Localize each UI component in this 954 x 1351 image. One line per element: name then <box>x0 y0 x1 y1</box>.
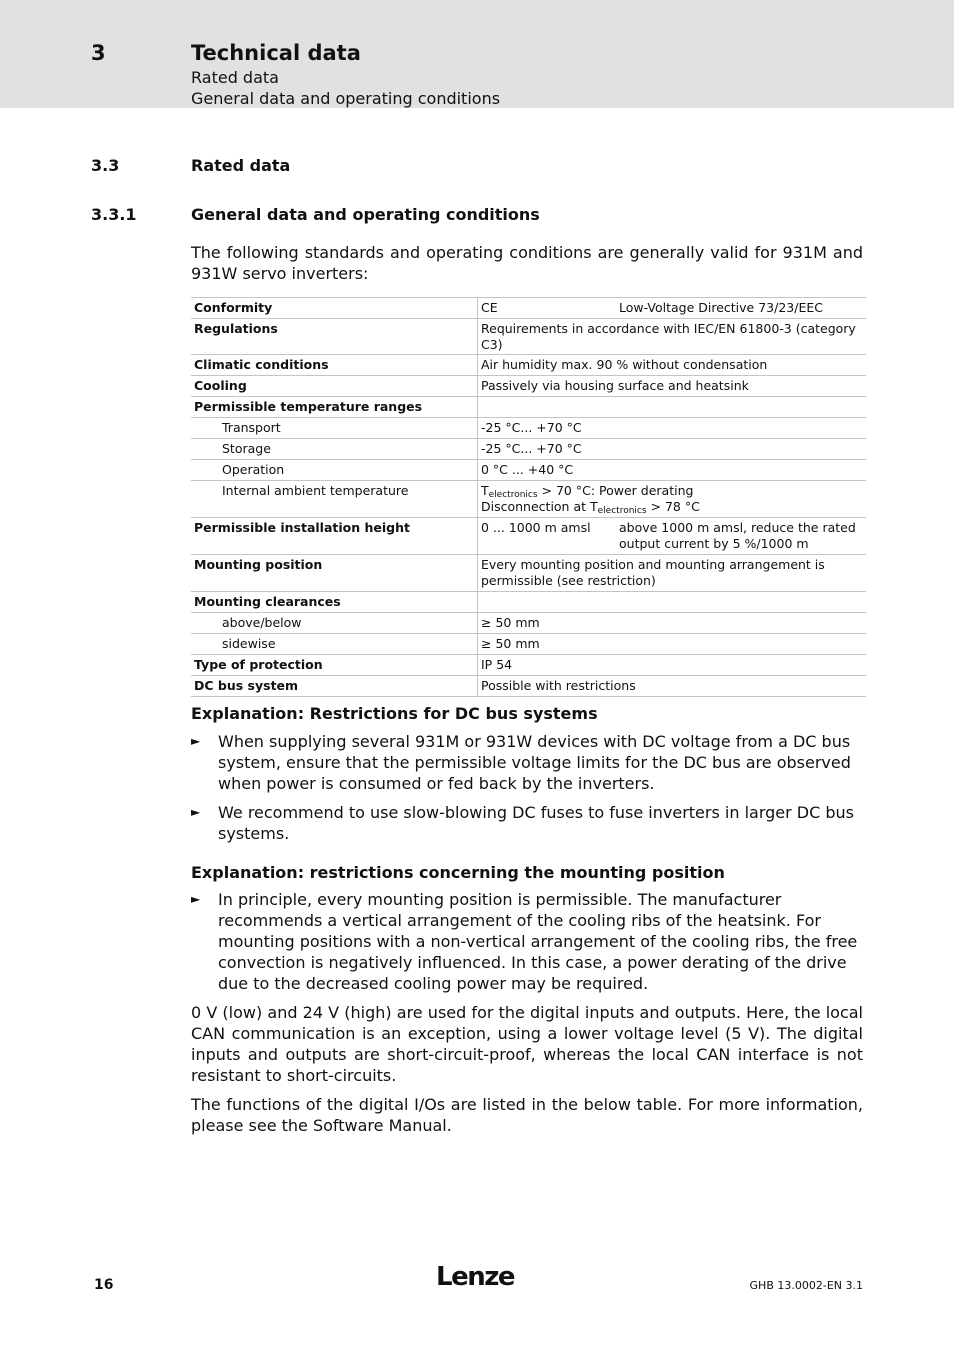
row-value: ≥ 50 mm <box>478 613 867 634</box>
table-row <box>191 460 866 481</box>
chapter-number: 3 <box>91 41 106 65</box>
mounting-explanation-title: Explanation: restrictions concerning the mounting position <box>191 863 725 882</box>
software-manual-paragraph: The functions of the digital I/Os are listed in the below table. For more information, please see the Software Manual. <box>191 1095 863 1135</box>
document-code: GHB 13.0002-EN 3.1 <box>749 1279 863 1292</box>
row-label: Mounting position <box>194 557 323 572</box>
section-number: 3.3 <box>91 156 120 175</box>
row-label: Type of protection <box>194 657 323 672</box>
row-label: Operation <box>222 462 285 477</box>
table-row <box>191 613 866 634</box>
row-value: 0 °C ... +40 °C <box>478 460 867 481</box>
table-row <box>191 355 866 376</box>
table-row <box>191 634 866 655</box>
row-value: CE <box>481 300 498 315</box>
table-row <box>191 376 866 397</box>
dc-bus-explanation-title: Explanation: Restrictions for DC bus systems <box>191 704 598 723</box>
subsection-title: General data and operating conditions <box>191 205 540 224</box>
table-row <box>191 298 866 319</box>
table-row <box>191 676 866 697</box>
row-label: Climatic conditions <box>194 357 329 372</box>
row-value-detail: above 1000 m amsl, reduce the rated output current by 5 %/1000 m <box>619 520 856 551</box>
table-row <box>191 439 866 460</box>
row-label: Storage <box>222 441 271 456</box>
table-row <box>191 655 866 676</box>
row-value: Every mounting position and mounting arrangement is permissible (see restriction) <box>478 555 867 592</box>
list-item: ► When supplying several 931M or 931W devices with DC voltage from a DC bus system, ensure that the permissible voltage limits for the DC bus are observed when power is consumed or fed back by the inverters. <box>191 732 851 793</box>
play-triangle-icon: ► <box>191 734 201 748</box>
table-row <box>191 397 866 418</box>
row-label: sidewise <box>222 636 276 651</box>
intro-paragraph: The following standards and operating conditions are generally valid for 931M and 931W servo inverters: <box>191 243 863 283</box>
table-row <box>191 555 866 592</box>
row-label: Internal ambient temperature <box>222 483 409 498</box>
chapter-title: Technical data <box>191 41 361 65</box>
row-value: Air humidity max. 90 % without condensation <box>478 355 867 376</box>
lenze-logo: Lenze <box>436 1262 514 1292</box>
table-row <box>191 319 866 355</box>
section-title: Rated data <box>191 156 291 175</box>
header-subtitle-general-data: General data and operating conditions <box>191 89 501 108</box>
row-value: Requirements in accordance with IEC/EN 61800-3 (category C3) <box>478 319 867 355</box>
table-row <box>191 418 866 439</box>
digital-io-paragraph: 0 V (low) and 24 V (high) are used for the digital inputs and outputs. Here, the local CAN communication is an exception, using a lower voltage level (5 V). The digital inputs and outputs are short-circuit-proof, whereas the local CAN interface is not resistant to short-circuits. <box>191 1003 863 1085</box>
table-row <box>191 592 866 613</box>
row-label: Regulations <box>194 321 278 336</box>
row-value-detail: Low-Voltage Directive 73/23/EEC <box>619 300 823 315</box>
row-label: above/below <box>222 615 302 630</box>
table-row <box>191 518 866 555</box>
row-value: ≥ 50 mm <box>478 634 867 655</box>
subsection-number: 3.3.1 <box>91 205 137 224</box>
list-item: ► In principle, every mounting position is permissible. The manufacturer recommends a vertical arrangement of the cooling ribs of the heatsink. For mounting positions with a non-vertical arrangement of the cooling ribs, the free convection is negatively influenced. In this case, a power derating of the drive due to the decreased cooling power may be required. <box>191 890 858 993</box>
row-label: DC bus system <box>194 678 299 693</box>
row-value: IP 54 <box>478 655 867 676</box>
row-label: Transport <box>222 420 281 435</box>
row-value: Passively via housing surface and heatsink <box>478 376 867 397</box>
row-label: Mounting clearances <box>194 594 341 609</box>
row-value: -25 °C... +70 °C <box>478 439 867 460</box>
page-number: 16 <box>94 1277 114 1293</box>
row-value: -25 °C... +70 °C <box>478 418 867 439</box>
row-label: Permissible temperature ranges <box>194 399 423 414</box>
row-label: Cooling <box>194 378 247 393</box>
list-item: ► We recommend to use slow-blowing DC fuses to fuse inverters in larger DC bus systems. <box>191 803 854 843</box>
row-value: Possible with restrictions <box>478 676 867 697</box>
play-triangle-icon: ► <box>191 805 201 819</box>
row-value: 0 ... 1000 m amsl <box>481 520 591 535</box>
table-row <box>191 481 866 518</box>
row-label: Conformity <box>194 300 273 315</box>
play-triangle-icon: ► <box>191 892 201 906</box>
spec-table <box>191 297 866 697</box>
header-subtitle-rated-data: Rated data <box>191 68 279 87</box>
row-value: $T_{electronics} > 70$ °C: Power derating Disconnection at $T_{electronics} > 78$ °C <box>478 481 867 518</box>
row-label: Permissible installation height <box>194 520 410 535</box>
